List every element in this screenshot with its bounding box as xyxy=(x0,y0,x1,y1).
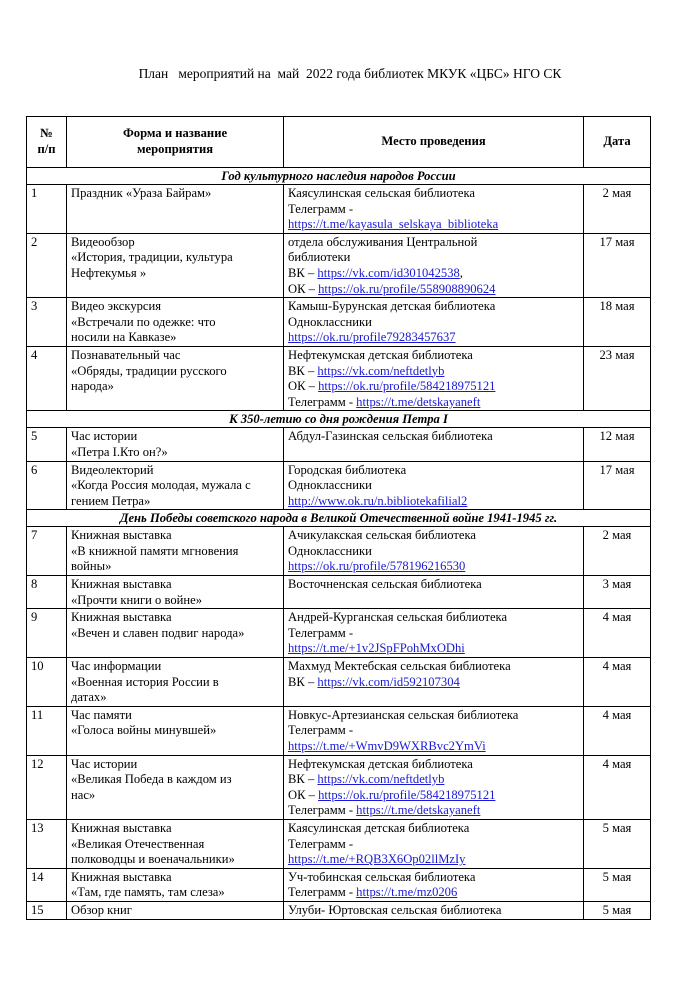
place-line xyxy=(288,903,579,919)
place-text: Телеграмм - xyxy=(288,201,354,216)
place-line xyxy=(288,803,579,819)
event-line: нас» xyxy=(71,787,96,802)
place-text: Одноклассники xyxy=(288,478,372,493)
place-cell xyxy=(284,819,584,868)
header-num xyxy=(27,117,67,168)
place-line xyxy=(288,217,579,233)
place-text: Нефтекумская детская библиотека xyxy=(288,756,473,771)
place-line xyxy=(288,577,579,593)
header-place: Место проведения xyxy=(284,117,584,168)
place-text: ВК – xyxy=(288,363,318,378)
section-title: День Победы советского народа в Великой Отечественной войне 1941-1945 гг. xyxy=(27,510,651,527)
event-line: «Петра I.Кто он?» xyxy=(71,444,168,459)
event-cell xyxy=(67,461,284,510)
place-text: Махмуд Мектебская сельская библиотека xyxy=(288,659,511,674)
place-text: Новкус-Артезианская сельская библиотека xyxy=(288,707,519,722)
event-cell xyxy=(67,819,284,868)
table-row xyxy=(27,527,651,576)
place-link[interactable]: https://t.me/+WmvD9WXRBvc2YmVi xyxy=(288,739,486,753)
row-number: 1 xyxy=(27,185,67,234)
row-number: 14 xyxy=(27,868,67,901)
place-line xyxy=(288,559,579,575)
place-link[interactable]: https://vk.com/id301042538 xyxy=(317,265,460,280)
place-text: библиотеки xyxy=(288,250,351,265)
section-row xyxy=(27,168,651,185)
place-text: Городская библиотека xyxy=(288,462,407,477)
place-link[interactable]: https://vk.com/id592107304 xyxy=(317,674,460,689)
event-line: Час памяти xyxy=(71,707,132,722)
event-line: Видеолекторий xyxy=(71,462,154,477)
place-text: ОК – xyxy=(288,787,319,802)
place-line xyxy=(288,379,579,395)
place-cell xyxy=(284,185,584,234)
place-line xyxy=(288,610,579,626)
event-line: Праздник «Ураза Байрам» xyxy=(71,186,212,200)
row-number: 8 xyxy=(27,576,67,609)
place-line xyxy=(288,544,579,560)
event-line: Час истории xyxy=(71,429,138,444)
event-date: 4 мая xyxy=(584,658,651,707)
page-title: План мероприятий на май 2022 года библиотек МКУК «ЦБС» НГО СК xyxy=(138,66,562,81)
event-cell xyxy=(67,901,284,919)
event-date: 23 мая xyxy=(584,346,651,410)
place-cell xyxy=(284,868,584,901)
event-line: «Великая Отечественная xyxy=(71,836,205,851)
place-line xyxy=(288,266,579,282)
event-date: 4 мая xyxy=(584,609,651,658)
place-text: Телеграмм - xyxy=(288,394,357,409)
row-number: 2 xyxy=(27,233,67,297)
place-link[interactable]: https://t.me/detskayaneft xyxy=(356,394,481,409)
event-line: «Вечен и славен подвиг народа» xyxy=(71,625,245,640)
event-cell xyxy=(67,428,284,461)
place-line xyxy=(288,852,579,868)
place-line xyxy=(288,202,579,218)
event-date: 17 мая xyxy=(584,461,651,510)
event-line: «В книжной памяти мгновения xyxy=(71,543,239,558)
event-cell xyxy=(67,527,284,576)
place-link[interactable]: https://t.me/+RQB3X6Op02llMzIy xyxy=(288,852,466,867)
place-line xyxy=(288,821,579,837)
place-cell xyxy=(284,576,584,609)
place-cell xyxy=(284,527,584,576)
header-date: Дата xyxy=(584,117,651,168)
place-link[interactable]: https://ok.ru/profile/558908890624 xyxy=(318,281,496,296)
place-cell xyxy=(284,755,584,819)
place-text: Восточненская сельская библиотека xyxy=(288,577,482,592)
event-line: войны» xyxy=(71,559,112,574)
header-event xyxy=(67,117,284,168)
place-cell xyxy=(284,658,584,707)
row-number: 10 xyxy=(27,658,67,707)
place-text: Каясулинская сельская библиотека xyxy=(288,186,476,200)
row-number: 7 xyxy=(27,527,67,576)
event-cell xyxy=(67,185,284,234)
event-date: 18 мая xyxy=(584,298,651,347)
place-text: Телеграмм - xyxy=(288,836,354,851)
place-link[interactable]: http://www.ok.ru/n.bibliotekafilial2 xyxy=(288,493,468,508)
place-text: Телеграмм - xyxy=(288,625,354,640)
event-line: Час истории xyxy=(71,756,138,771)
table-row xyxy=(27,185,651,234)
table-row xyxy=(27,755,651,819)
event-line: носили на Кавказе» xyxy=(71,330,177,345)
event-cell xyxy=(67,576,284,609)
place-cell xyxy=(284,428,584,461)
event-line: Познавательный час xyxy=(71,347,181,362)
event-line: «История, традиции, культура xyxy=(71,250,233,265)
event-date: 17 мая xyxy=(584,233,651,297)
place-line xyxy=(288,675,579,691)
event-cell xyxy=(67,706,284,755)
place-link[interactable]: https://ok.ru/profile/584218975121 xyxy=(318,787,496,802)
header-event-line: мероприятия xyxy=(136,142,214,156)
events-table xyxy=(26,116,651,920)
place-line xyxy=(288,870,579,886)
place-link[interactable]: https://ok.ru/profile79283457637 xyxy=(288,330,456,345)
place-text: ВК – xyxy=(288,772,318,787)
event-line: Видеообзор xyxy=(71,234,135,249)
row-number: 5 xyxy=(27,428,67,461)
place-line xyxy=(288,528,579,544)
row-number: 6 xyxy=(27,461,67,510)
table-row xyxy=(27,706,651,755)
table-row xyxy=(27,576,651,609)
place-line xyxy=(288,348,579,364)
event-date: 5 мая xyxy=(584,901,651,919)
place-text: ОК – xyxy=(288,379,319,394)
row-number: 3 xyxy=(27,298,67,347)
place-line xyxy=(288,723,579,739)
place-line xyxy=(288,788,579,804)
place-line xyxy=(288,772,579,788)
place-cell xyxy=(284,233,584,297)
row-number: 12 xyxy=(27,755,67,819)
event-line: «Встречали по одежке: что xyxy=(71,314,216,329)
header-num-line: п/п xyxy=(37,142,56,156)
event-line: Книжная выставка xyxy=(71,577,172,592)
place-line xyxy=(288,885,579,901)
event-cell xyxy=(67,658,284,707)
place-link[interactable]: https://ok.ru/profile/578196216530 xyxy=(288,559,466,574)
table-row xyxy=(27,428,651,461)
event-cell xyxy=(67,346,284,410)
event-date: 5 мая xyxy=(584,819,651,868)
place-line xyxy=(288,299,579,315)
event-line: Книжная выставка xyxy=(71,869,172,884)
event-line: Час информации xyxy=(71,659,162,674)
place-text: ВК – xyxy=(288,674,318,689)
place-line xyxy=(288,315,579,331)
place-line xyxy=(288,330,579,346)
place-link[interactable]: https://t.me/kayasula_selskaya_biblioteka xyxy=(288,217,499,232)
event-date: 2 мая xyxy=(584,527,651,576)
event-cell xyxy=(67,755,284,819)
table-row xyxy=(27,298,651,347)
place-link[interactable]: https://t.me/mz0206 xyxy=(356,885,458,900)
table-row xyxy=(27,658,651,707)
event-line: «Голоса войны минувшей» xyxy=(71,723,217,738)
row-number: 15 xyxy=(27,901,67,919)
event-date: 12 мая xyxy=(584,428,651,461)
event-cell xyxy=(67,298,284,347)
event-line: Книжная выставка xyxy=(71,820,172,835)
place-text: Ачикулакская сельская библиотека xyxy=(288,528,476,543)
event-line: народа» xyxy=(71,379,114,394)
table-row xyxy=(27,901,651,919)
event-line: Видео экскурсия xyxy=(71,299,162,314)
place-text: Улуби- Юртовская сельская библиотека xyxy=(288,902,502,917)
table-row xyxy=(27,609,651,658)
place-link[interactable]: https://ok.ru/profile/584218975121 xyxy=(318,379,496,394)
event-line: Книжная выставка xyxy=(71,610,172,625)
event-cell xyxy=(67,233,284,297)
event-date: 4 мая xyxy=(584,755,651,819)
place-text: Нефтекумская детская библиотека xyxy=(288,347,473,362)
place-link[interactable]: https://t.me/detskayaneft xyxy=(356,803,481,818)
event-cell xyxy=(67,868,284,901)
event-date: 3 мая xyxy=(584,576,651,609)
place-line xyxy=(288,186,579,202)
event-line: «Великая Победа в каждом из xyxy=(71,772,232,787)
event-cell xyxy=(67,609,284,658)
event-line: гением Петра» xyxy=(71,493,151,508)
place-line xyxy=(288,641,579,657)
place-line xyxy=(288,429,579,445)
place-text: ОК – xyxy=(288,281,319,296)
place-cell xyxy=(284,901,584,919)
table-row xyxy=(27,819,651,868)
place-line xyxy=(288,364,579,380)
event-date: 4 мая xyxy=(584,706,651,755)
place-text: Телеграмм - xyxy=(288,885,357,900)
event-line: Обзор книг xyxy=(71,902,132,917)
place-line xyxy=(288,708,579,724)
place-text: ВК – xyxy=(288,265,318,280)
place-line xyxy=(288,282,579,298)
place-cell xyxy=(284,461,584,510)
table-row xyxy=(27,868,651,901)
event-line: «Там, где память, там слеза» xyxy=(71,885,225,900)
row-number: 4 xyxy=(27,346,67,410)
event-date: 5 мая xyxy=(584,868,651,901)
table-row xyxy=(27,233,651,297)
place-text: , xyxy=(459,265,463,280)
place-cell xyxy=(284,298,584,347)
place-line xyxy=(288,837,579,853)
row-number: 11 xyxy=(27,706,67,755)
event-date: 2 мая xyxy=(584,185,651,234)
place-cell xyxy=(284,346,584,410)
place-line xyxy=(288,463,579,479)
place-text: Одноклассники xyxy=(288,543,372,558)
section-row xyxy=(27,510,651,527)
event-line: Книжная выставка xyxy=(71,528,172,543)
place-line xyxy=(288,494,579,510)
table-row xyxy=(27,346,651,410)
place-line xyxy=(288,478,579,494)
event-line: Нефтекумья » xyxy=(71,265,147,280)
event-line: полководцы и военачальники» xyxy=(71,852,235,867)
event-line: «Когда Россия молодая, мужала с xyxy=(71,478,251,493)
place-link[interactable]: https://vk.com/neftdetlyb xyxy=(317,772,445,787)
place-text: Абдул-Газинская сельская библиотека xyxy=(288,429,493,444)
section-row xyxy=(27,411,651,428)
place-cell xyxy=(284,706,584,755)
place-line xyxy=(288,235,579,251)
row-number: 13 xyxy=(27,819,67,868)
place-line xyxy=(288,626,579,642)
table-row xyxy=(27,461,651,510)
place-text: отдела обслуживания Центральной xyxy=(288,234,478,249)
event-line: датах» xyxy=(71,690,107,705)
event-line: «Обряды, традиции русского xyxy=(71,363,227,378)
header-num-line: № xyxy=(40,126,53,141)
place-line xyxy=(288,757,579,773)
place-line xyxy=(288,659,579,675)
place-line xyxy=(288,395,579,411)
section-title: Год культурного наследия народов России xyxy=(27,168,651,185)
place-text: Уч-тобинская сельская библиотека xyxy=(288,869,476,884)
section-title: К 350-летию со дня рождения Петра I xyxy=(27,411,651,428)
place-text: Камыш-Бурунская детская библиотека xyxy=(288,299,496,314)
place-cell xyxy=(284,609,584,658)
place-text: Телеграмм - xyxy=(288,803,357,818)
place-text: Телеграмм - xyxy=(288,723,354,738)
place-text: Андрей-Курганская сельская библиотека xyxy=(288,610,508,625)
header-row xyxy=(27,117,651,168)
place-line xyxy=(288,739,579,755)
table-body xyxy=(27,168,651,920)
event-line: «Прочти книги о войне» xyxy=(71,592,203,607)
place-text: Каясулинская детская библиотека xyxy=(288,820,470,835)
place-line xyxy=(288,250,579,266)
place-text: Одноклассники xyxy=(288,314,372,329)
header-event-line: Форма и название xyxy=(122,126,228,141)
place-link[interactable]: https://vk.com/neftdetlyb xyxy=(317,363,445,378)
place-link[interactable]: https://t.me/+1v2JSpFPohMxODhi xyxy=(288,641,465,656)
row-number: 9 xyxy=(27,609,67,658)
event-line: «Военная история России в xyxy=(71,674,219,689)
